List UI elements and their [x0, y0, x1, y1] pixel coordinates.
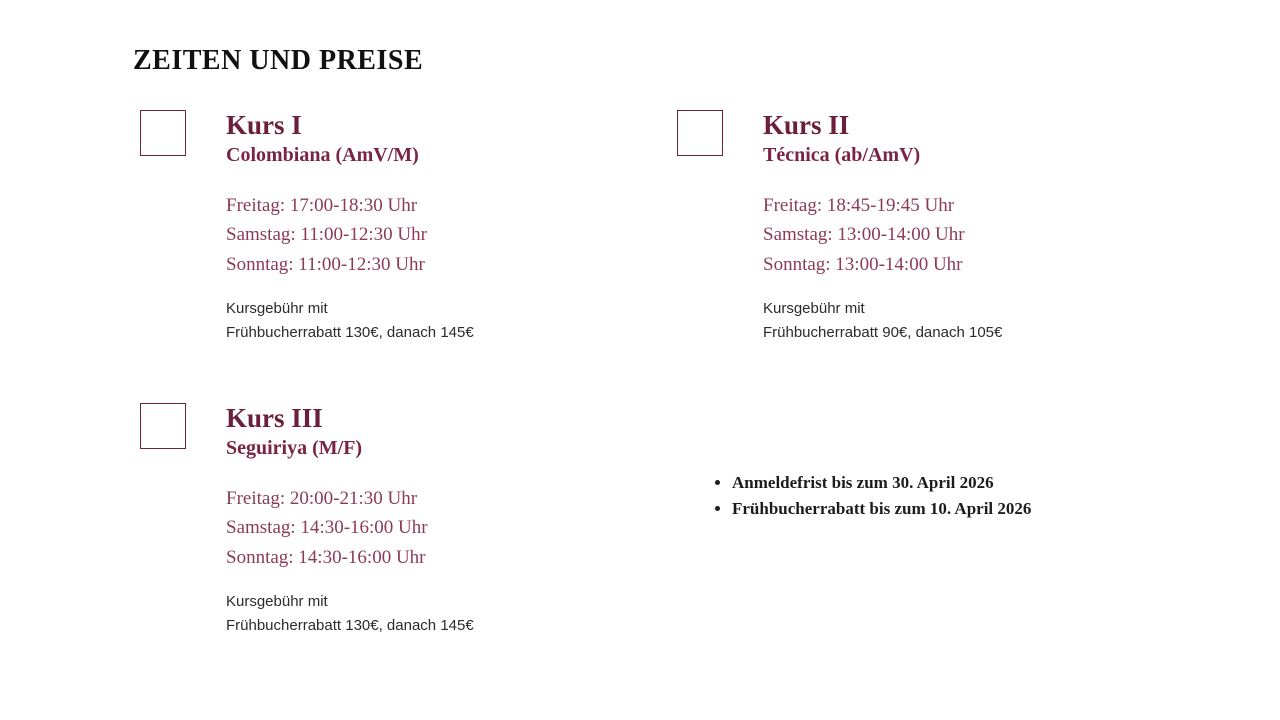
course-time-saturday: Samstag: 14:30-16:00 Uhr — [226, 517, 428, 539]
course-time-friday: Freitag: 17:00-18:30 Uhr — [226, 195, 418, 217]
course-details-kurs-3 — [226, 403, 746, 638]
course-details-kurs-2 — [763, 110, 1280, 345]
course-times-kurs-2 — [763, 191, 1280, 279]
course-time-saturday: Samstag: 13:00-14:00 Uhr — [763, 224, 965, 246]
course-details-kurs-1 — [226, 110, 746, 345]
course-title-kurs-3: Kurs III — [226, 403, 323, 433]
course-time-friday: Freitag: 18:45-19:45 Uhr — [763, 195, 955, 217]
course-title-kurs-2: Kurs II — [763, 110, 850, 140]
course-times-kurs-1 — [226, 191, 746, 279]
deadline-list — [700, 470, 1031, 523]
page-title: ZEITEN UND PREISE — [133, 44, 424, 76]
course-time-friday: Freitag: 20:00-21:30 Uhr — [226, 488, 418, 510]
checkbox-kurs-1[interactable] — [140, 110, 186, 156]
course-time-sunday: Sonntag: 11:00-12:30 Uhr — [226, 253, 425, 275]
checkbox-kurs-2[interactable] — [677, 110, 723, 156]
course-fee-label: Kursgebühr mit — [226, 300, 328, 318]
course-title-kurs-1: Kurs I — [226, 110, 302, 140]
course-subtitle-kurs-3: Seguiriya (M/F) — [226, 437, 363, 460]
course-fee-kurs-2 — [763, 297, 1280, 345]
course-subtitle-kurs-1: Colombiana (AmV/M) — [226, 144, 419, 167]
course-time-sunday: Sonntag: 13:00-14:00 Uhr — [763, 253, 963, 275]
list-item: • Frühbucherrabatt bis zum 10. April 2026 — [732, 496, 1031, 522]
course-fee-value: Frühbucherrabatt 90€, danach 105€ — [763, 324, 1003, 342]
course-fee-kurs-1 — [226, 297, 746, 345]
course-fee-label: Kursgebühr mit — [763, 300, 865, 318]
course-fee-label: Kursgebühr mit — [226, 593, 328, 611]
checkbox-kurs-3[interactable] — [140, 403, 186, 449]
list-item: • Anmeldefrist bis zum 30. April 2026 — [732, 470, 1031, 496]
course-fee-kurs-3 — [226, 590, 746, 638]
course-fee-value: Frühbucherrabatt 130€, danach 145€ — [226, 324, 474, 342]
course-subtitle-kurs-2: Técnica (ab/AmV) — [763, 144, 921, 167]
course-fee-value: Frühbucherrabatt 130€, danach 145€ — [226, 617, 474, 635]
course-time-saturday: Samstag: 11:00-12:30 Uhr — [226, 224, 427, 246]
course-times-kurs-3 — [226, 484, 746, 572]
course-time-sunday: Sonntag: 14:30-16:00 Uhr — [226, 546, 426, 568]
